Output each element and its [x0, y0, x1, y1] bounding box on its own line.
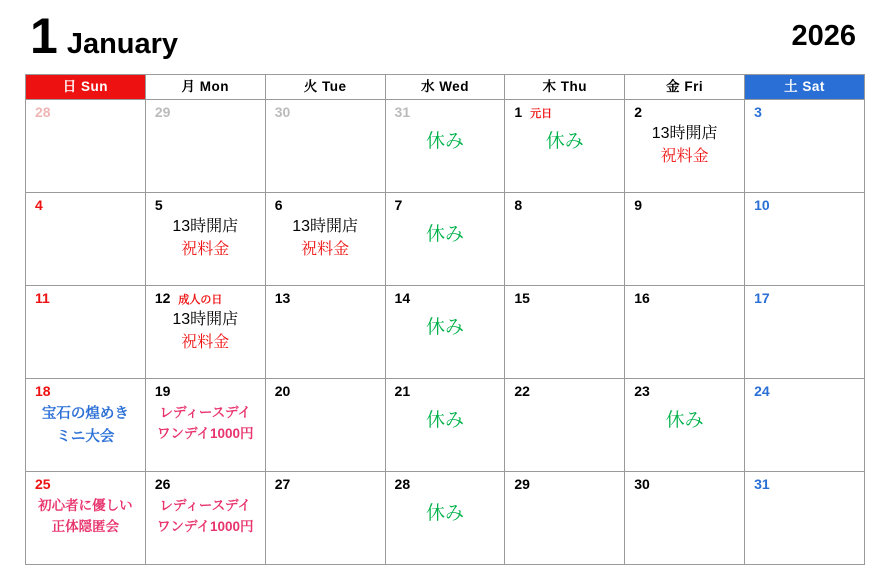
- calendar-day-cell[interactable]: [26, 100, 146, 193]
- day-events: [266, 213, 385, 261]
- day-event-text: ワンデイ1000円: [156, 518, 254, 534]
- weekday-header-row: [26, 75, 865, 100]
- day-events: [625, 399, 744, 434]
- day-number: 8: [514, 197, 523, 213]
- day-number: 18: [35, 383, 51, 399]
- day-number: 6: [274, 197, 283, 213]
- day-number: 31: [394, 104, 411, 120]
- day-event-text: 初心者に優しい: [38, 498, 133, 514]
- calendar-week-row: [26, 193, 865, 286]
- day-event-text: 祝料金: [181, 334, 230, 352]
- day-event-text: 宝石の煌めき: [41, 406, 129, 423]
- calendar-day-cell[interactable]: [385, 286, 505, 379]
- weekday-header-sun: 日 Sun: [26, 75, 146, 100]
- day-number: 28: [35, 104, 51, 120]
- calendar-day-cell[interactable]: [505, 286, 625, 379]
- calendar-week-row: [26, 379, 865, 472]
- day-event-text: 13時開店: [651, 125, 718, 143]
- day-events: [146, 306, 265, 354]
- day-event-text: 祝料金: [660, 148, 709, 166]
- calendar-day-cell[interactable]: [265, 286, 385, 379]
- calendar-day-cell[interactable]: [145, 379, 265, 472]
- calendar-day-cell[interactable]: [265, 100, 385, 193]
- calendar-day-cell[interactable]: [505, 193, 625, 286]
- calendar-day-cell[interactable]: [26, 193, 146, 286]
- calendar-day-cell[interactable]: [745, 379, 865, 472]
- day-number: 14: [394, 290, 411, 306]
- calendar-day-cell[interactable]: [385, 100, 505, 193]
- day-number: 9: [634, 197, 643, 213]
- day-number: 5: [154, 197, 163, 213]
- day-number: 24: [754, 383, 770, 399]
- calendar-day-cell[interactable]: [745, 100, 865, 193]
- calendar-day-cell[interactable]: [385, 472, 505, 565]
- calendar-day-cell[interactable]: [505, 379, 625, 472]
- day-number: 12: [154, 290, 171, 306]
- day-events: [146, 492, 265, 535]
- day-event-text: ミニ大会: [56, 429, 115, 446]
- day-number: 29: [514, 476, 530, 492]
- weekday-header-thu: 木 Thu: [505, 75, 625, 100]
- day-number: 2: [634, 104, 643, 120]
- day-event-text: 祝料金: [181, 241, 230, 259]
- day-event-text: 13時開店: [292, 218, 359, 236]
- day-number: 30: [634, 476, 650, 492]
- day-events: [386, 492, 505, 527]
- day-event-text: 休み: [425, 410, 464, 432]
- calendar-day-cell[interactable]: [625, 193, 745, 286]
- day-number-row: [505, 100, 624, 120]
- weekday-header-fri: 金 Fri: [625, 75, 745, 100]
- day-number: 27: [274, 476, 291, 492]
- day-event-text: 休み: [665, 410, 704, 432]
- day-number-row: [146, 286, 265, 306]
- day-number: 11: [35, 290, 50, 306]
- weekday-header-wed: 水 Wed: [385, 75, 505, 100]
- calendar-day-cell[interactable]: [26, 286, 146, 379]
- calendar-week-row: [26, 100, 865, 193]
- calendar-day-cell[interactable]: [505, 472, 625, 565]
- calendar-week-row: [26, 286, 865, 379]
- day-event-text: 休み: [425, 131, 464, 153]
- calendar-day-cell[interactable]: [26, 472, 146, 565]
- day-number: 29: [154, 104, 171, 120]
- calendar-day-cell[interactable]: [745, 286, 865, 379]
- day-events: [386, 399, 505, 434]
- calendar-day-cell[interactable]: [145, 193, 265, 286]
- day-events: [505, 120, 624, 155]
- day-number: 3: [754, 104, 762, 120]
- calendar-day-cell[interactable]: [385, 193, 505, 286]
- day-events: [26, 399, 145, 447]
- month-number: 1: [30, 8, 57, 64]
- day-number: 1: [514, 104, 523, 120]
- day-number: 15: [514, 290, 530, 306]
- calendar-day-cell[interactable]: [145, 100, 265, 193]
- month-name: January: [66, 28, 179, 60]
- day-events: [386, 306, 505, 341]
- day-event-text: 13時開店: [172, 218, 239, 236]
- calendar-day-cell[interactable]: [745, 472, 865, 565]
- day-event-text: 祝料金: [301, 241, 350, 259]
- calendar-week-row: [26, 472, 865, 565]
- day-number: 30: [274, 104, 291, 120]
- day-events: [386, 213, 505, 248]
- day-number: 19: [154, 383, 171, 399]
- calendar-day-cell[interactable]: [625, 379, 745, 472]
- day-event-text: 休み: [425, 503, 464, 525]
- weekday-header-sat: 土 Sat: [745, 75, 865, 100]
- day-event-text: レディースデイ: [159, 405, 252, 421]
- calendar-day-cell[interactable]: [26, 379, 146, 472]
- day-number: 17: [754, 290, 770, 306]
- day-events: [146, 399, 265, 442]
- day-number: 4: [35, 197, 43, 213]
- day-event-text: 13時開店: [172, 311, 239, 329]
- calendar-day-cell[interactable]: [505, 100, 625, 193]
- calendar-header: [0, 0, 890, 72]
- day-number: 20: [274, 383, 291, 399]
- day-events: [386, 120, 505, 155]
- day-event-text: ワンデイ1000円: [156, 425, 254, 441]
- day-events: [625, 120, 744, 168]
- calendar-day-cell[interactable]: [265, 472, 385, 565]
- calendar-day-cell[interactable]: [625, 286, 745, 379]
- day-event-text: 休み: [425, 317, 464, 339]
- day-number: 22: [514, 383, 530, 399]
- day-number: 28: [394, 476, 411, 492]
- day-number: 13: [274, 290, 291, 306]
- calendar-title: [30, 8, 179, 64]
- calendar-table: [25, 74, 865, 565]
- calendar-day-cell[interactable]: [145, 286, 265, 379]
- holiday-label: 成人の日: [178, 294, 223, 306]
- day-event-text: 休み: [425, 224, 464, 246]
- day-number: 31: [754, 476, 770, 492]
- day-event-text: レディースデイ: [159, 498, 252, 514]
- calendar-body: [26, 100, 865, 565]
- weekday-header-tue: 火 Tue: [265, 75, 385, 100]
- day-number: 23: [634, 383, 650, 399]
- day-event-text: 正体隠匿会: [51, 518, 120, 534]
- day-number: 26: [154, 476, 171, 492]
- day-number: 7: [394, 197, 403, 213]
- calendar-day-cell[interactable]: [265, 193, 385, 286]
- day-number: 16: [634, 290, 650, 306]
- day-events: [146, 213, 265, 261]
- calendar-day-cell[interactable]: [385, 379, 505, 472]
- calendar-day-cell[interactable]: [745, 193, 865, 286]
- calendar-day-cell[interactable]: [625, 100, 745, 193]
- calendar-day-cell[interactable]: [145, 472, 265, 565]
- day-events: [26, 492, 145, 535]
- day-number: 25: [35, 476, 51, 492]
- day-event-text: 休み: [545, 131, 584, 153]
- year-label: 2026: [791, 19, 856, 52]
- day-number: 21: [394, 383, 411, 399]
- weekday-header-mon: 月 Mon: [145, 75, 265, 100]
- day-number: 10: [754, 197, 770, 213]
- calendar-day-cell[interactable]: [625, 472, 745, 565]
- calendar-day-cell[interactable]: [265, 379, 385, 472]
- holiday-label: 元日: [530, 108, 553, 120]
